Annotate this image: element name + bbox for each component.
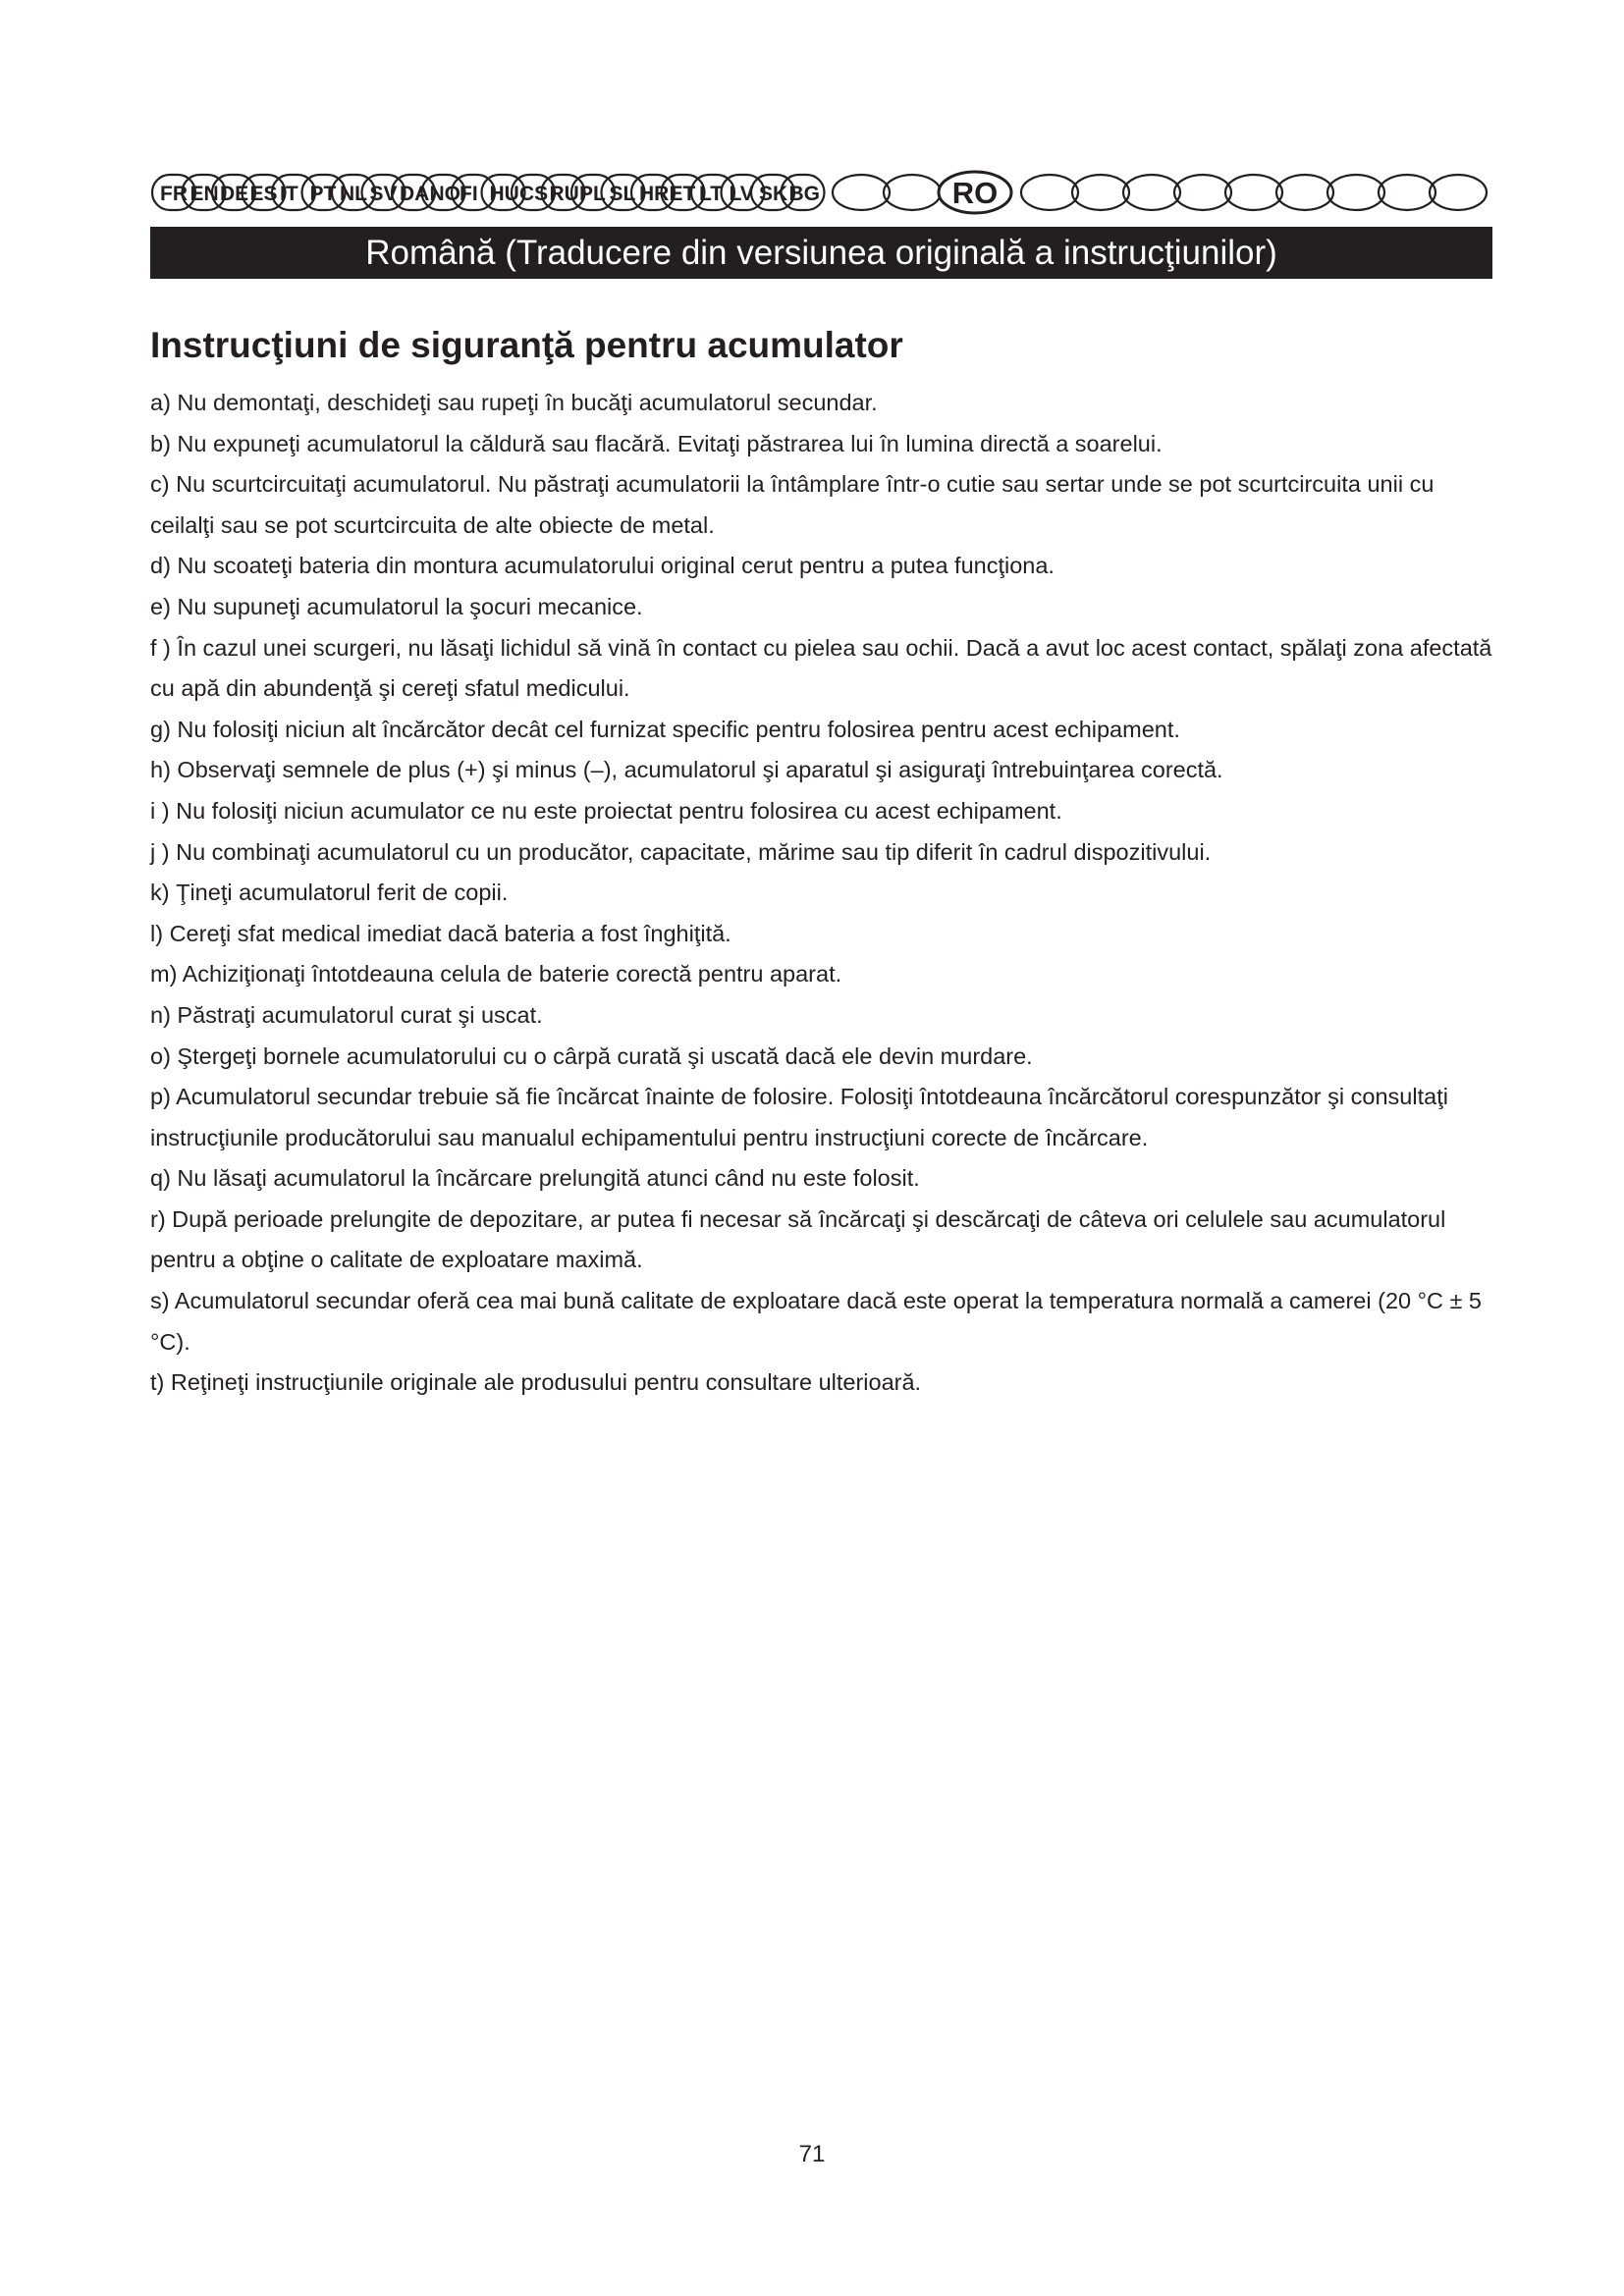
- page-number: 71: [798, 2141, 826, 2167]
- safety-instruction-list: [150, 383, 1495, 1404]
- language-tab-nl[interactable]: NL: [340, 183, 367, 205]
- instruction-item: l) Cereţi sfat medical imediat dacă bateria a fost înghiţită.: [150, 920, 731, 946]
- language-title-banner: Română (Traducere din versiunea originală a instrucţiunilor): [150, 227, 1492, 279]
- instruction-item: a) Nu demontaţi, deschideţi sau rupeţi în bucăţi acumulatorul secundar.: [150, 390, 878, 415]
- language-tab-sv[interactable]: SV: [369, 183, 398, 205]
- language-tab-empty: [1430, 175, 1487, 210]
- instruction-item: q) Nu lăsaţi acumulatorul la încărcare prelungită atunci când nu este folosit.: [150, 1165, 920, 1192]
- language-tab-fr[interactable]: FR: [160, 183, 188, 205]
- language-tab-sk[interactable]: SK: [759, 183, 788, 205]
- language-tab-empty: [1174, 175, 1231, 210]
- instruction-item: t) Reţineţi instrucţiunile originale ale produsului pentru consultare ulterioară.: [150, 1369, 922, 1396]
- language-tab-bar: [148, 170, 1493, 215]
- language-tab-empty: [1021, 175, 1078, 210]
- language-tab-lv[interactable]: LV: [729, 183, 754, 205]
- language-tab-hu[interactable]: HU: [489, 183, 519, 205]
- language-tab-empty: [1072, 175, 1129, 210]
- language-tab-bg[interactable]: BG: [788, 183, 820, 205]
- language-tab-fi[interactable]: FI: [460, 183, 478, 205]
- language-tab-sl[interactable]: SL: [609, 183, 636, 205]
- instruction-item: e) Nu supuneţi acumulatorul la şocuri mecanice.: [150, 593, 643, 619]
- instruction-item: o) Ştergeţi bornele acumulatorului cu o cârpă curată şi uscată dacă ele devin murdare.: [150, 1042, 1033, 1069]
- language-tab-active-label: RO: [951, 176, 999, 210]
- language-tab-de[interactable]: DE: [220, 183, 249, 205]
- language-tab-pt[interactable]: PT: [309, 183, 337, 205]
- instruction-item: s) Acumulatorul secundar oferă cea mai bună calitate de exploatare dacă este operat la temperatura normală a camerei (20 °C ± 5 °C).: [150, 1288, 1483, 1355]
- instruction-item: p) Acumulatorul secundar trebuie să fie încărcat înainte de folosire. Folosiţi întotdeauna încărcătorul corespunzător şi consultaţi instrucţiunile producătorului sau manualul echipamentului pentru instrucţiuni corecte de încărcare.: [150, 1084, 1448, 1150]
- language-tab-empty: [1327, 175, 1384, 210]
- instruction-item: g) Nu folosiţi niciun alt încărcător decât cel furnizat specific pentru folosirea pentru acest echipament.: [150, 716, 1180, 742]
- language-tab-no[interactable]: NO: [429, 183, 460, 205]
- instruction-item: c) Nu scurtcircuitaţi acumulatorul. Nu păstraţi acumulatorii la întâmplare într-o cutie sau sertar unde se pot scurtcircuita unii cu ceilalţi sau se pot scurtcircuita de alte obiecte de metal.: [150, 471, 1435, 538]
- language-tab-empty: [1225, 175, 1282, 210]
- instruction-item: f ) În cazul unei scurgeri, nu lăsaţi lichidul să vină în contact cu pielea sau ochii. Dacă a avut loc acest contact, spălaţi zona afectată cu apă din abundenţă şi cereţi sfatul medicului.: [150, 634, 1492, 702]
- language-tab-empty: [1379, 175, 1435, 210]
- language-tab-empty: [1276, 175, 1333, 210]
- language-tab-it[interactable]: IT: [280, 183, 298, 205]
- language-tab-pl[interactable]: PL: [579, 183, 606, 205]
- language-tab-empty: [884, 175, 941, 210]
- instruction-item: h) Observaţi semnele de plus (+) şi minus (–), acumulatorul şi aparatul şi asiguraţi întrebuinţarea corectă.: [150, 757, 1223, 783]
- instruction-item: n) Păstraţi acumulatorul curat şi uscat.: [150, 1001, 543, 1028]
- language-tab-ru[interactable]: RU: [549, 183, 579, 205]
- language-tab-lt[interactable]: LT: [699, 183, 724, 205]
- instruction-item: j ) Nu combinaţi acumulatorul cu un producător, capacitate, mărime sau tip diferit în cadrul dispozitivului.: [150, 838, 1212, 865]
- instruction-item: r) După perioade prelungite de depozitare, ar putea fi necesar să încărcaţi şi descărcaţi de câteva ori celulele sau acumulatorul pentru a obţine o calitate de exploatare maximă.: [150, 1205, 1446, 1273]
- instruction-item: i ) Nu folosiţi niciun acumulator ce nu este proiectat pentru folosirea cu acest echipament.: [150, 797, 1062, 824]
- language-tab-empty: [1123, 175, 1180, 210]
- language-tab-es[interactable]: ES: [249, 183, 278, 205]
- language-tab-et[interactable]: ET: [669, 183, 696, 205]
- section-heading: Instrucţiuni de siguranţă pentru acumulator: [150, 325, 903, 365]
- language-tab-cs[interactable]: CS: [519, 183, 549, 205]
- instruction-item: m) Achiziţionaţi întotdeauna celula de baterie corectă pentru aparat.: [150, 961, 842, 988]
- language-tab-hr[interactable]: HR: [639, 183, 670, 205]
- instruction-item: k) Ţineţi acumulatorul ferit de copii.: [150, 880, 509, 906]
- language-tab-en[interactable]: EN: [189, 183, 219, 205]
- instruction-item: b) Nu expuneţi acumulatorul la căldură sau flacără. Evitaţi păstrarea lui în lumina directă a soarelui.: [150, 430, 1163, 456]
- language-tab-graphic: [148, 170, 1493, 215]
- instruction-item: d) Nu scoateţi bateria din montura acumulatorului original cerut pentru a putea funcţiona.: [150, 553, 1055, 579]
- language-tab-empty: [833, 175, 890, 210]
- language-tab-da[interactable]: DA: [400, 183, 430, 205]
